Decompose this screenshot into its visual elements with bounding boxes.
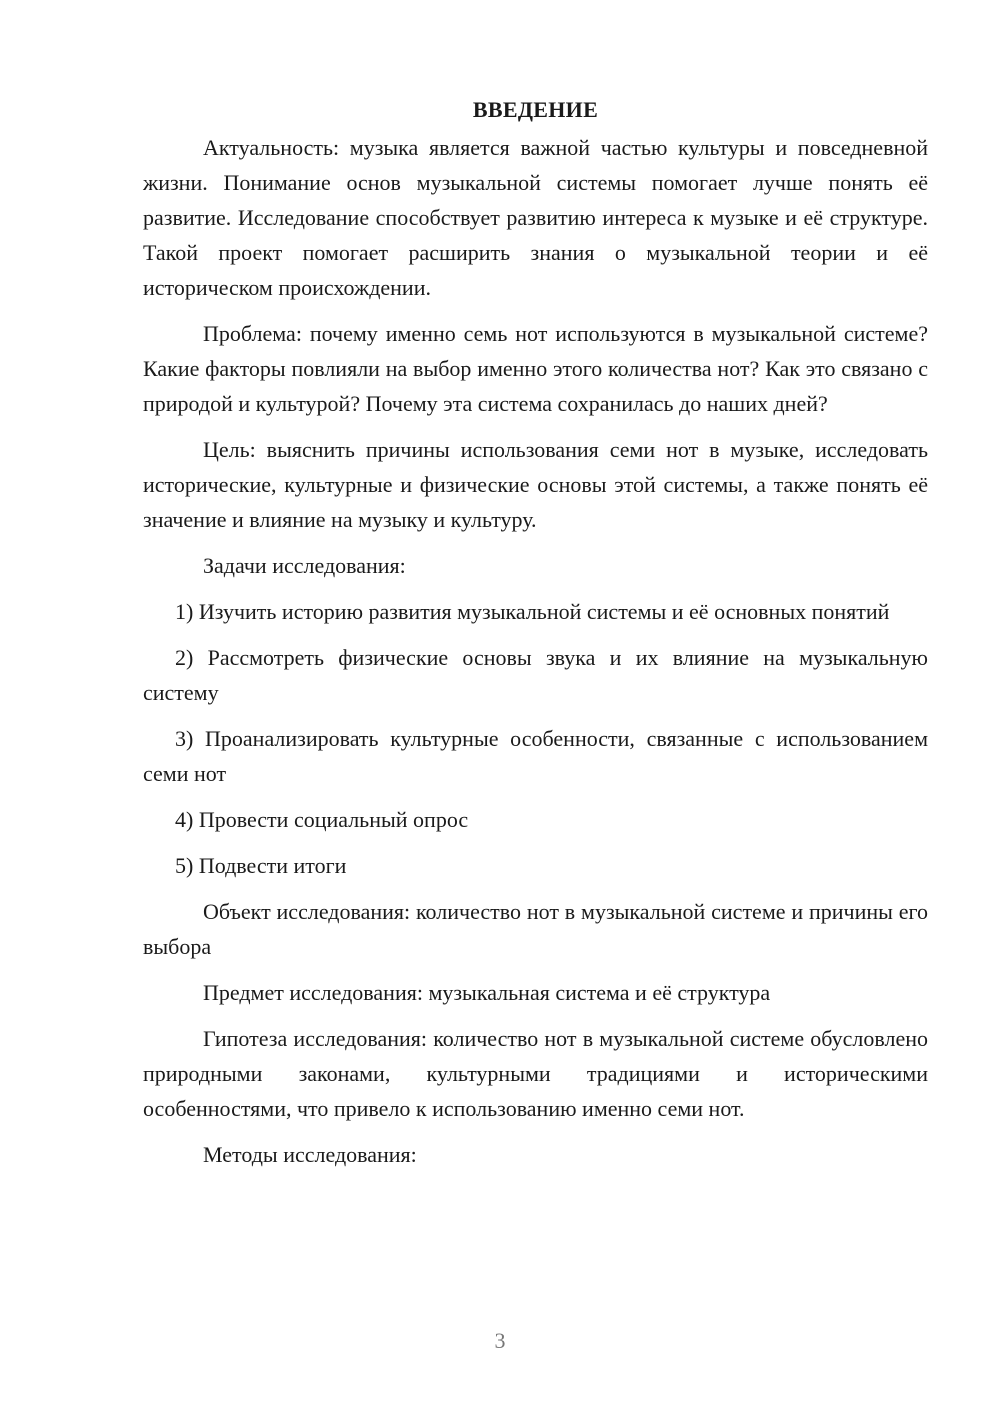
task-item: 2) Рассмотреть физические основы звука и их влияние на музыкальную систему: [143, 645, 928, 705]
section-title: ВВЕДЕНИЕ: [472, 97, 599, 122]
task-item: 5) Подвести итоги: [175, 853, 347, 878]
goal-paragraph: Цель: выяснить причины использования семи нот в музыке, исследовать исторические, культурные и физические основы этой системы, а также понять её значение и влияние на музыку и культуру.: [143, 437, 928, 532]
task-item: 4) Провести социальный опрос: [175, 807, 469, 832]
hypothesis-paragraph: Гипотеза исследования: количество нот в музыкальной системе обусловлено природными законами, культурными традициями и историческими особенностями, что привело к использованию именно семи нот.: [143, 1026, 928, 1121]
tasks-heading: Задачи исследования:: [203, 553, 406, 578]
page-number: 3: [494, 1328, 506, 1353]
subject-paragraph: Предмет исследования: музыкальная система и её структура: [203, 980, 771, 1005]
object-paragraph: Объект исследования: количество нот в музыкальной системе и причины его выбора: [143, 899, 928, 959]
task-item: 1) Изучить историю развития музыкальной системы и её основных понятий: [175, 599, 890, 624]
task-item: 3) Проанализировать культурные особенности, связанные с использованием семи нот: [143, 726, 928, 786]
problem-paragraph: Проблема: почему именно семь нот используются в музыкальной системе? Какие факторы повлияли на выбор именно этого количества нот? Как это связано с природой и культурой? Почему эта система сохранилась до наших дней?: [143, 321, 928, 416]
methods-heading: Методы исследования:: [203, 1142, 417, 1167]
relevance-paragraph: Актуальность: музыка является важной частью культуры и повседневной жизни. Понимание основ музыкальной системы помогает лучше понять её развитие. Исследование способствует развитию интереса к музыке и её структуре. Такой проект помогает расширить знания о музыкальной теории и её историческом происхождении.: [143, 135, 928, 300]
document-page: [143, 92, 928, 1183]
